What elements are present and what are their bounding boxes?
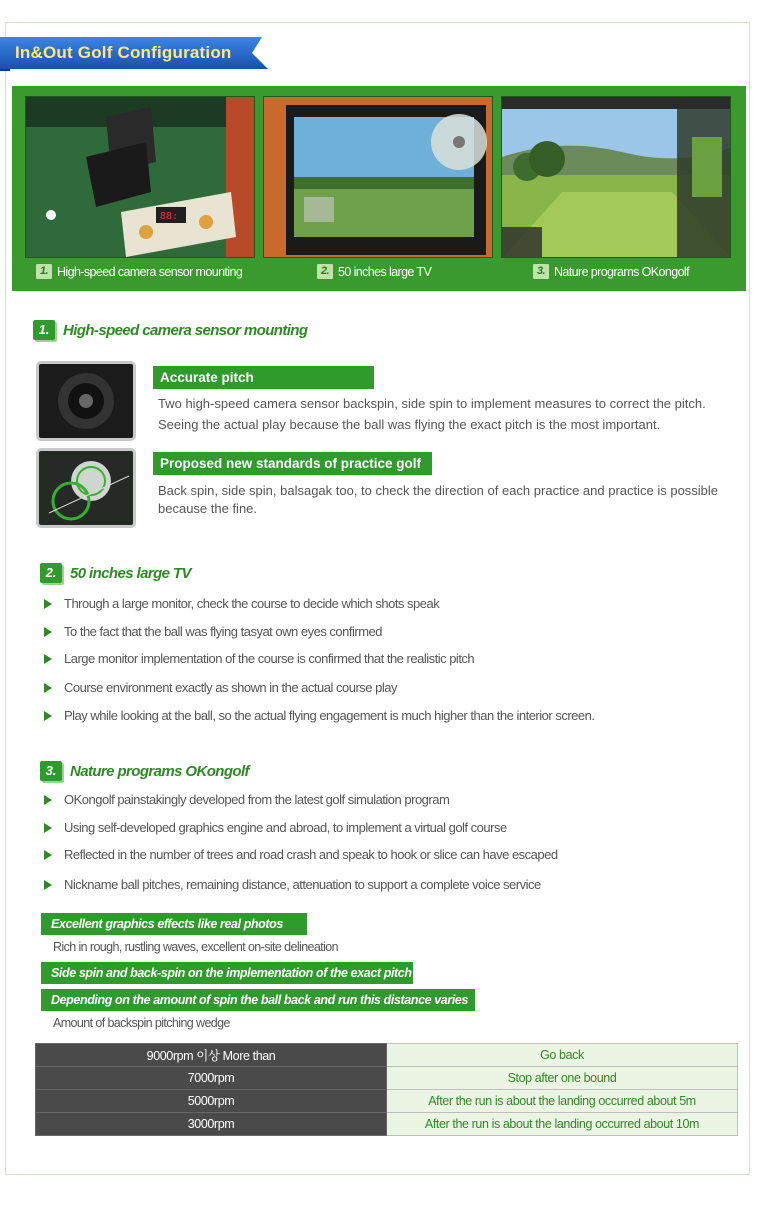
practice-standards-line-2: because the fine.: [158, 501, 258, 516]
list-item: [44, 820, 507, 835]
rpm-cell: 7000rpm: [36, 1067, 387, 1090]
bullet-text: Reflected in the number of trees and road crash and speak to hook or slice can have escaped: [64, 847, 558, 862]
tv-photo: [263, 96, 493, 258]
svg-text:88:: 88:: [160, 211, 179, 222]
practice-standards-line-1: Back spin, side spin, balsagak too, to check the direction of each practice and practice is possible: [158, 483, 719, 498]
bullet-triangle-icon: [44, 627, 52, 637]
caption-text: Nature programs OKongolf: [554, 264, 689, 279]
section-title: High-speed camera sensor mounting: [63, 321, 308, 339]
accurate-pitch-line-2: Seeing the actual play because the ball was flying the exact pitch is the most important.: [158, 417, 661, 432]
section-number-badge: 1.: [33, 320, 55, 340]
list-item: [44, 877, 541, 892]
caption-text: 50 inches large TV: [338, 264, 432, 279]
section-number-badge: 3.: [40, 761, 62, 781]
section-title: Nature programs OKongolf: [70, 762, 249, 780]
list-item: [44, 847, 558, 862]
list-item: [44, 596, 439, 611]
bullet-text: Play while looking at the ball, so the actual flying engagement is much higher than the interior screen.: [64, 708, 595, 723]
caption-number-badge: 1.: [36, 264, 52, 279]
section-3-heading: [40, 761, 249, 781]
strip-caption-3: [533, 264, 689, 279]
accurate-pitch-heading: Accurate pitch: [153, 366, 374, 389]
photo-strip: [12, 86, 746, 291]
caption-number-badge: 2.: [317, 264, 333, 279]
bullet-triangle-icon: [44, 795, 52, 805]
bullet-text: Course environment exactly as shown in the actual course play: [64, 680, 397, 695]
bullet-text: Large monitor implementation of the course is confirmed that the realistic pitch: [64, 651, 475, 666]
list-item: [44, 680, 397, 695]
table-row: [36, 1090, 738, 1113]
section-2-heading: [40, 563, 191, 583]
camera-lens-thumbnail: [36, 361, 136, 441]
caption-number-badge: 3.: [533, 264, 549, 279]
bullet-triangle-icon: [44, 711, 52, 721]
table-row: [36, 1113, 738, 1136]
result-cell: Stop after one bound: [387, 1067, 738, 1090]
result-cell: After the run is about the landing occurred about 10m: [387, 1113, 738, 1136]
strip-caption-1: [36, 264, 242, 279]
bullet-text: Nickname ball pitches, remaining distance, attenuation to support a complete voice service: [64, 877, 541, 892]
bullet-triangle-icon: [44, 654, 52, 664]
practice-standards-heading: Proposed new standards of practice golf: [153, 452, 432, 475]
backspin-table: [35, 1043, 738, 1136]
bullet-triangle-icon: [44, 880, 52, 890]
ball-tracking-thumbnail: [36, 448, 136, 528]
bullet-triangle-icon: [44, 823, 52, 833]
tag-spin-distance: Depending on the amount of spin the ball back and run this distance varies: [41, 989, 475, 1011]
okongolf-photo: [501, 96, 731, 258]
bullet-triangle-icon: [44, 599, 52, 609]
list-item: [44, 624, 382, 639]
bullet-triangle-icon: [44, 850, 52, 860]
bullet-text: OKongolf painstakingly developed from the latest golf simulation program: [64, 792, 450, 807]
section-1-heading: [33, 320, 307, 340]
list-item: [44, 651, 474, 666]
rpm-cell: 5000rpm: [36, 1090, 387, 1113]
rpm-cell: 3000rpm: [36, 1113, 387, 1136]
section-title: 50 inches large TV: [70, 564, 191, 582]
bullet-triangle-icon: [44, 683, 52, 693]
table-row: [36, 1044, 738, 1067]
tag-graphics: Excellent graphics effects like real photos: [41, 913, 307, 935]
accurate-pitch-line-1: Two high-speed camera sensor backspin, side spin to implement measures to correct the pitch.: [158, 396, 706, 411]
tag-spin-distance-note: Amount of backspin pitching wedge: [53, 1016, 230, 1030]
bullet-text: Through a large monitor, check the course to decide which shots speak: [64, 596, 440, 611]
sensor-photo: [25, 96, 255, 258]
list-item: [44, 792, 449, 807]
strip-caption-2: [317, 264, 431, 279]
section-number-badge: 2.: [40, 563, 62, 583]
table-row: [36, 1067, 738, 1090]
bullet-text: To the fact that the ball was flying tasyat own eyes confirmed: [64, 624, 383, 639]
result-cell: Go back: [387, 1044, 738, 1067]
tag-graphics-note: Rich in rough, rustling waves, excellent on-site delineation: [53, 940, 339, 954]
list-item: [44, 708, 594, 723]
caption-text: High-speed camera sensor mounting: [57, 264, 243, 279]
result-cell: After the run is about the landing occurred about 5m: [387, 1090, 738, 1113]
title-ribbon: [0, 35, 270, 71]
page-title: In&Out Golf Configuration: [15, 43, 232, 62]
bullet-text: Using self-developed graphics engine and abroad, to implement a virtual golf course: [64, 820, 507, 835]
tag-spin-implementation: Side spin and back-spin on the implementation of the exact pitch: [41, 962, 413, 984]
rpm-cell: 9000rpm 이상 More than: [36, 1044, 387, 1067]
